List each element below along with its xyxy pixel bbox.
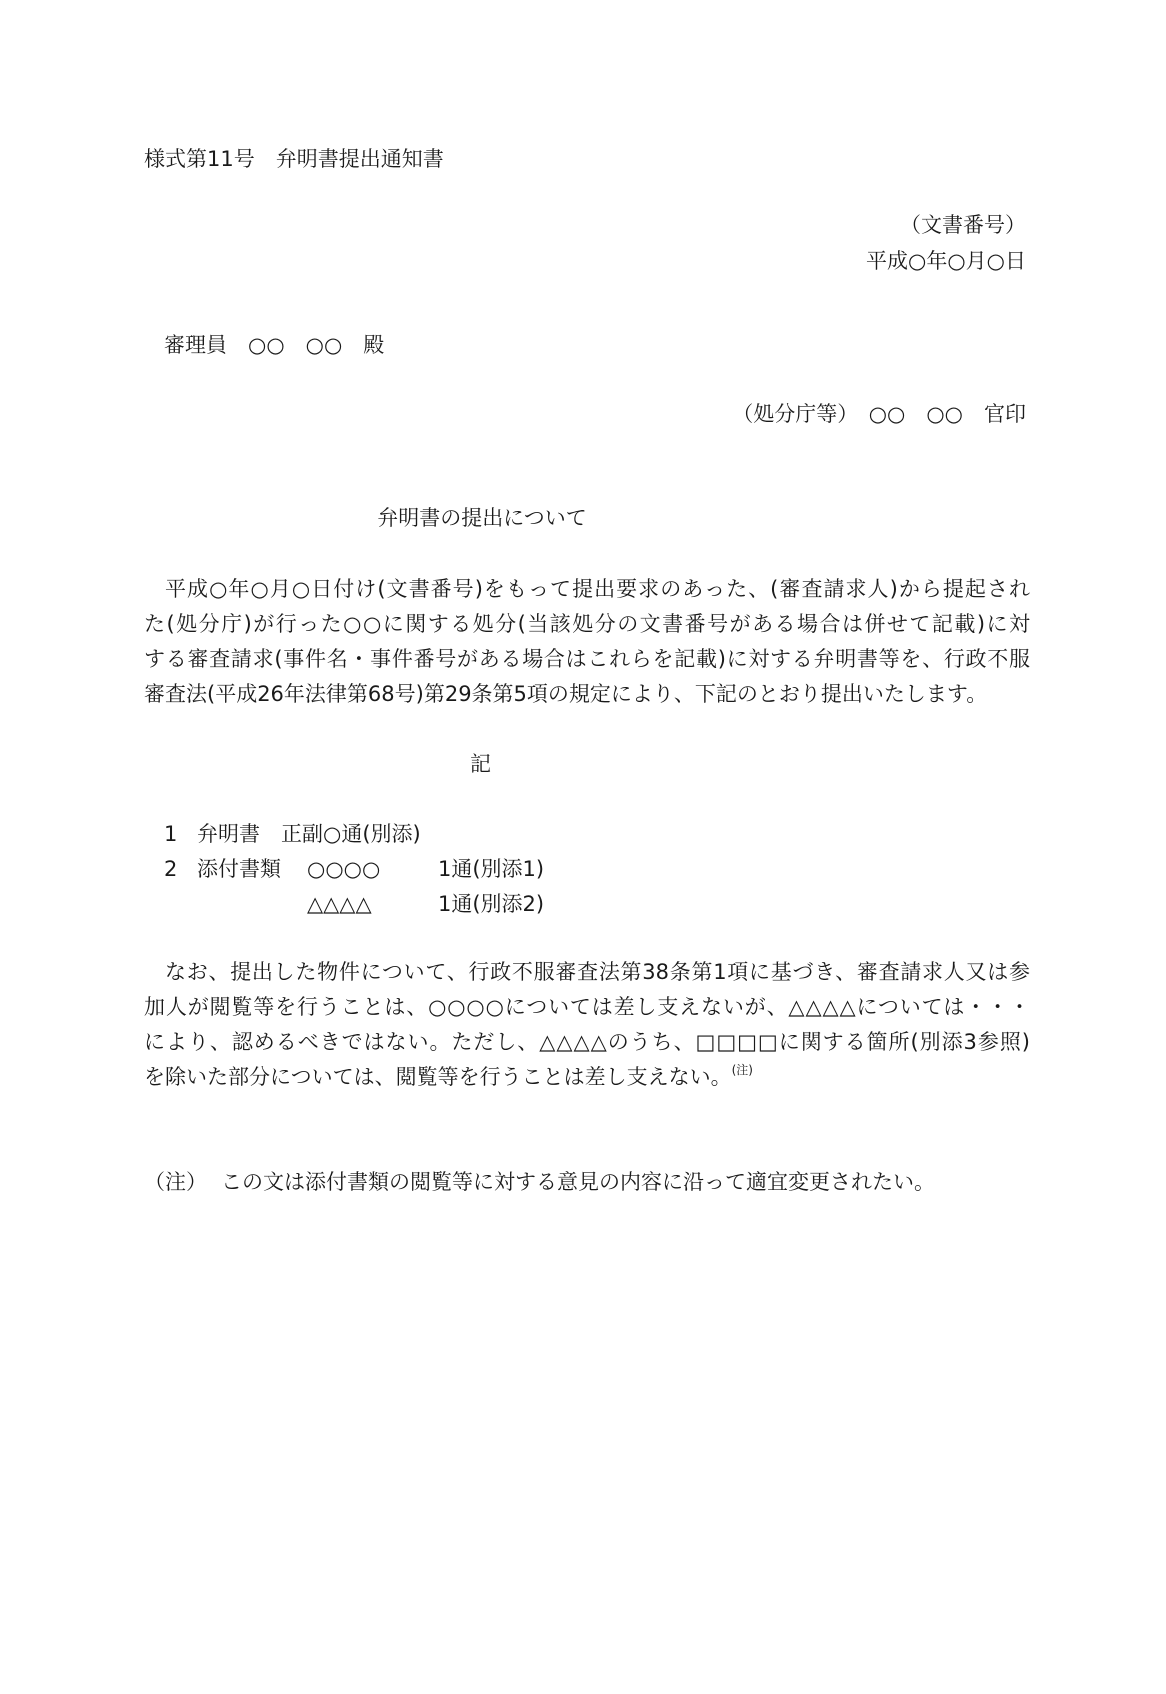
note-superscript: (注) bbox=[731, 1063, 753, 1077]
addressee: 審理員 ○○ ○○ 殿 bbox=[164, 333, 385, 357]
item-1-number: 1 bbox=[164, 822, 178, 846]
item-3-name: △△△△ bbox=[307, 892, 372, 916]
remark-line-2: 加人が閲覧等を行うことは、○○○○については差し支えないが、△△△△については・・・ bbox=[144, 995, 1030, 1019]
remark-line-3: により、認めるべきではない。ただし、△△△△のうち、□□□□に関する箇所(別添3参照) bbox=[144, 1030, 1030, 1054]
body-line-3: する審査請求(事件名・事件番号がある場合はこれらを記載)に対する弁明書等を、行政不服 bbox=[144, 647, 1030, 671]
subject-heading: 弁明書の提出について bbox=[377, 506, 587, 530]
item-1-label: 弁明書 正副○通(別添) bbox=[197, 822, 421, 846]
ki-heading: 記 bbox=[470, 752, 491, 776]
footnote-label: （注） bbox=[144, 1170, 207, 1194]
body-line-1: 平成○年○月○日付け(文書番号)をもって提出要求のあった、(審査請求人)から提起され bbox=[165, 577, 1030, 601]
form-title: 様式第11号 弁明書提出通知書 bbox=[144, 147, 444, 171]
remark-line-4 bbox=[144, 1063, 753, 1091]
body-line-4: 審査法(平成26年法律第68号)第29条第5項の規定により、下記のとおり提出いたします。 bbox=[144, 682, 988, 706]
remark-line-1: なお、提出した物件について、行政不服審査法第38条第1項に基づき、審査請求人又は参 bbox=[165, 960, 1030, 984]
item-3-count: 1通(別添2) bbox=[438, 892, 545, 916]
document-number: （文書番号） bbox=[900, 213, 1026, 237]
item-2-name: ○○○○ bbox=[307, 857, 381, 881]
item-2-count: 1通(別添1) bbox=[438, 857, 545, 881]
item-2-number: 2 bbox=[164, 857, 178, 881]
document-date: 平成○年○月○日 bbox=[866, 249, 1026, 273]
remark-line-4-text: を除いた部分については、閲覧等を行うことは差し支えない。 bbox=[144, 1065, 732, 1089]
footnote-text: この文は添付書類の閲覧等に対する意見の内容に沿って適宜変更されたい。 bbox=[221, 1170, 935, 1194]
body-line-2: た(処分庁)が行った○○に関する処分(当該処分の文書番号がある場合は併せて記載)に対 bbox=[144, 612, 1030, 636]
footnote bbox=[144, 1168, 935, 1196]
item-2-label: 添付書類 bbox=[197, 857, 281, 881]
sender: （処分庁等） ○○ ○○ 官印 bbox=[732, 402, 1026, 426]
